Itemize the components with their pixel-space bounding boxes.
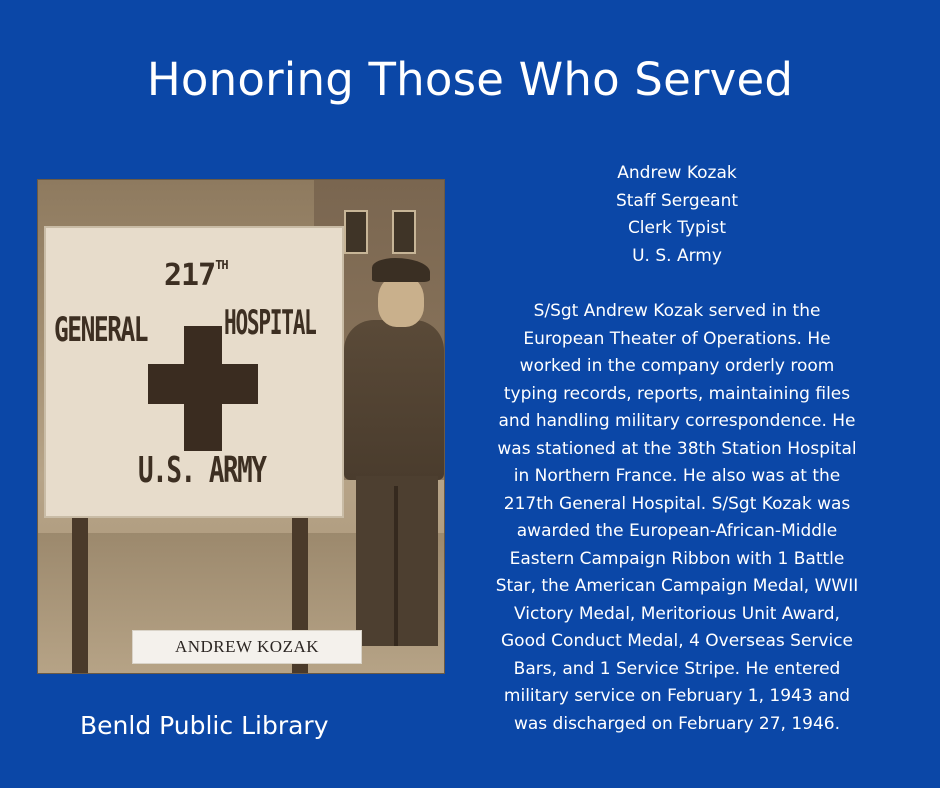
profile-rank: Staff Sergeant bbox=[615, 190, 739, 211]
building-window bbox=[392, 210, 416, 254]
red-cross-icon-bar bbox=[148, 364, 258, 404]
hospital-sign bbox=[44, 226, 344, 518]
library-name: Benld Public Library bbox=[80, 711, 329, 740]
profile-bio: S/Sgt Andrew Kozak served in the European Theater of Operations. He worked in the company orderly room typing records, reports, maintaining files and handling military correspondence. He was stationed at the 38th Station Hospital in Northern France. He also was at the 217th General Hospital. S/Sgt Kozak was awarded the European-African-Middle Eastern Campaign Ribbon with 1 Battle Star, the American Campaign Medal, WWII Victory Medal, Meritorious Unit Award, Good Conduct Medal, 4 Overseas Service Bars, and 1 Service Stripe. He entered military service on February 1, 1943 and was discharged on February 27, 1946. bbox=[495, 301, 859, 734]
building-window bbox=[344, 210, 368, 254]
profile-info bbox=[472, 160, 882, 738]
profile-role: Clerk Typist bbox=[627, 218, 727, 238]
sign-number: 217TH bbox=[164, 258, 228, 293]
soldier-legs bbox=[356, 476, 438, 646]
sign-post bbox=[72, 518, 88, 674]
page-title: Honoring Those Who Served bbox=[146, 53, 794, 106]
sign-word-army: U.S. ARMY bbox=[138, 450, 266, 491]
profile-branch: U. S. Army bbox=[632, 245, 722, 266]
soldier-uniform bbox=[344, 320, 444, 480]
profile-name: Andrew Kozak bbox=[617, 163, 737, 183]
name-plate: ANDREW KOZAK bbox=[132, 630, 362, 664]
soldier-face bbox=[378, 275, 424, 327]
sign-word-hospital: HOSPITAL bbox=[224, 303, 316, 343]
soldier-photo bbox=[37, 179, 445, 674]
sign-word-general: GENERAL bbox=[54, 310, 148, 350]
